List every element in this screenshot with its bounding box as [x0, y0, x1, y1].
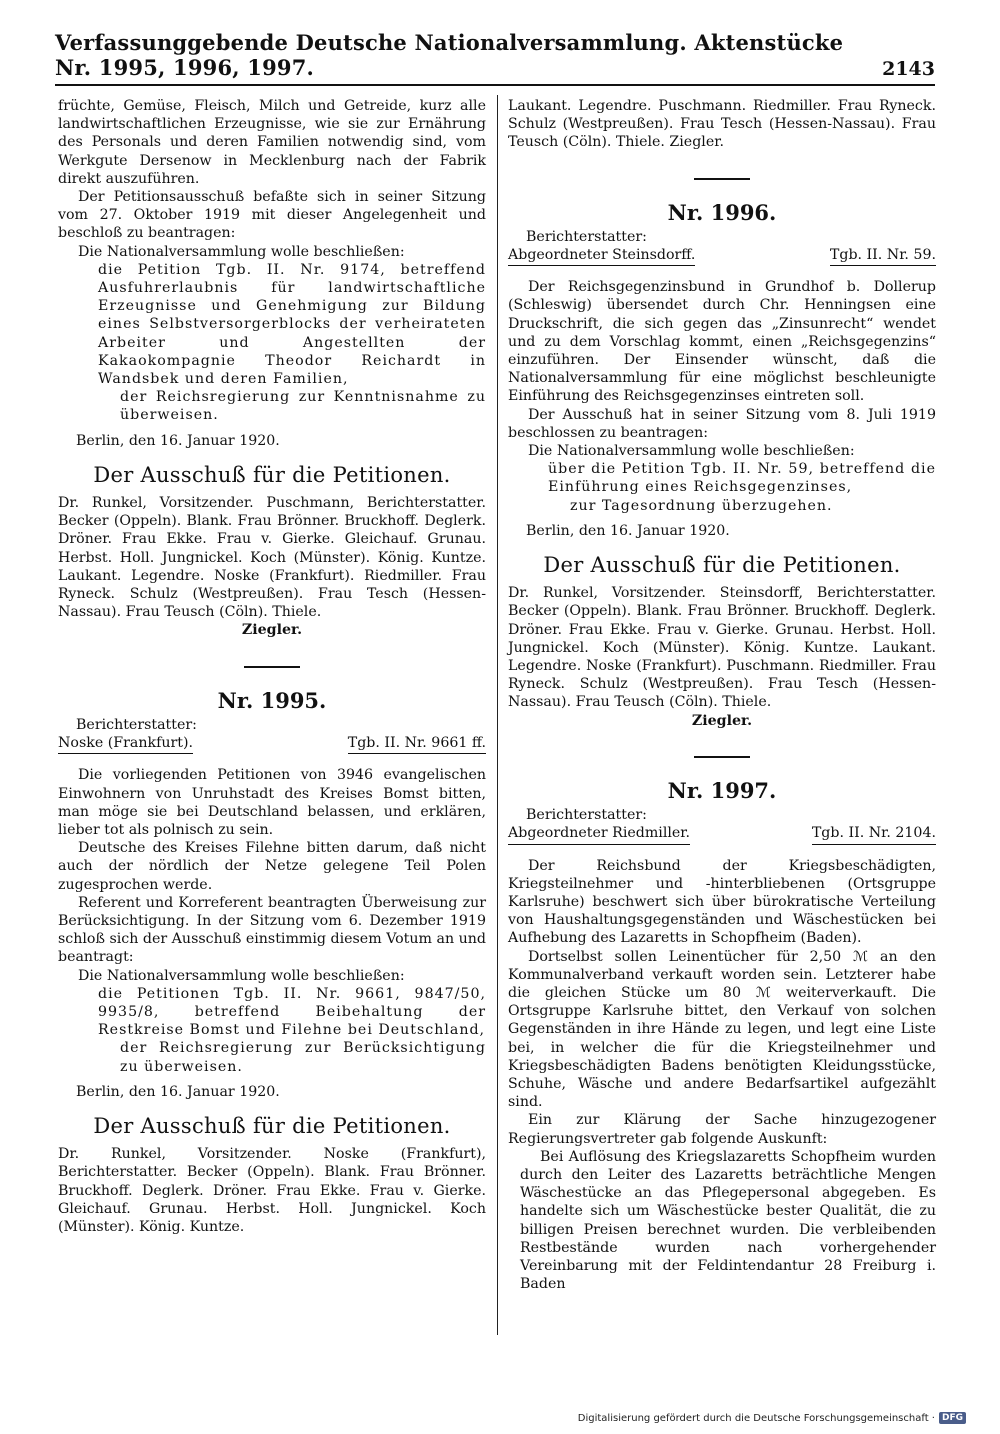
committee-title: Der Ausschuß für die Petitionen.	[543, 553, 901, 578]
paragraph: früchte, Gemüse, Fleisch, Milch und Getreide, kurz alle landwirtschaftlichen Erzeugnisse, wie sie zur Ernährung des Personals und deren Familien notwendig sind, vom Werkgute Dersenow in Mecklenburg nach der Fabrik direkt auszuführen.	[58, 98, 486, 187]
section-title-1995: Nr. 1995.	[217, 687, 327, 713]
section-divider	[694, 756, 750, 758]
resolution-intro: Die Nationalversammlung wolle beschließen:	[78, 967, 405, 984]
reporter-line	[58, 734, 486, 754]
digitization-footer	[578, 1412, 966, 1424]
date-line: Berlin, den 16. Januar 1920.	[526, 522, 730, 539]
decision-end: der Reichsregierung zur Berücksichtigung zu überweisen.	[120, 1040, 486, 1075]
paragraph: Der Petitionsausschuß befaßte sich in seiner Sitzung vom 27. Oktober 1919 mit dieser Angelegenheit und beschloß zu beantragen:	[58, 189, 486, 242]
paragraph: Die vorliegenden Petitionen von 3946 evangelischen Einwohnern von Unruhstadt des Kreises Bomst bitten, man möge sie bei Deutschland belassen, und erklären, lieber tot als polnisch zu sein.	[58, 767, 486, 838]
right-column	[508, 97, 936, 1293]
paragraph: Der Reichsbund der Kriegsbeschädigten, Kriegsteilnehmer und -hinterbliebenen (Ortsgruppe Karlsruhe) beschwert sich über bürokratische Verteilung von Haushaltungsgegenständen und Wäschestücken bei Aufhebung des Lazaretts in Schopfheim (Baden).	[508, 857, 936, 947]
reporter-line	[508, 824, 936, 844]
reporter-name: Abgeordneter Riedmiller.	[508, 824, 690, 844]
journal-reference: Tgb. II. Nr. 9661 ff.	[348, 734, 486, 754]
section-divider	[244, 666, 300, 668]
section-title-1997: Nr. 1997.	[667, 777, 777, 803]
committee-title: Der Ausschuß für die Petitionen.	[93, 462, 451, 487]
reporter-line	[508, 246, 936, 266]
paragraph: Dortselbst sollen Leinentücher für 2,50 ℳ an den Kommunalverband verkauft worden sein. Letzterer habe die gleichen Stücke um 80 ℳ weiterverkauft. Die Ortsgruppe Karlsruhe bittet, den Verkauf von solchen Gegenständen in ihre Hände zu legen, und legt eine Liste bei, in welcher die für die Kriegsteilnehmer und Kriegsbeschädigten Badens benötigten Kleidungsstücke, Schuhe, Wäsche und andere Bedarfsartikel aufgezählt sind.	[508, 948, 936, 1111]
running-header	[55, 30, 935, 86]
committee-members	[508, 584, 936, 730]
resolution-intro: Die Nationalversammlung wolle beschließen:	[78, 243, 405, 260]
members-last: Ziegler.	[241, 622, 303, 639]
committee-members-continued	[508, 97, 936, 152]
decision-text: die Petition Tgb. II. Nr. 9174, betreffend Ausfuhrerlaubnis für landwirtschaftliche Erzeugnisse und Genehmigung zur Bildung eines Selbstversorgerblocks der verheirateten Arbeiter und Angestellten der Kakaokompagnie Theodor Reichardt in Wandsbek und deren Familien,	[98, 261, 486, 388]
paragraph: Ein zur Klärung der Sache hinzugezogener Regierungsvertreter gab folgende Auskunft:	[508, 1112, 936, 1147]
decision-end: zur Tagesordnung überzugehen.	[570, 497, 833, 514]
journal-reference: Tgb. II. Nr. 2104.	[812, 824, 936, 844]
left-column	[58, 97, 486, 1236]
committee-members	[58, 494, 486, 640]
reporter-name: Abgeordneter Steinsdorff.	[508, 246, 695, 266]
column-divider	[497, 95, 498, 1335]
decision-text: die Petitionen Tgb. II. Nr. 9661, 9847/50, 9935/8, betreffend Beibehaltung der Restkreise Bomst und Filehne bei Deutschland,	[98, 985, 486, 1039]
reporter-label: Berichterstatter:	[76, 716, 197, 733]
decision-text: über die Petition Tgb. II. Nr. 59, betreffend die Einführung eines Reichsgegenzinses,	[548, 461, 936, 496]
quoted-paragraph: Bei Auflösung des Kriegslazaretts Schopfheim wurden durch den Leiter des Lazaretts beträchtliche Mengen Wäschestücke an das Pflegepersonal abgegeben. Es handelte sich um Wäschestücke bester Qualität, die zu billigen Preisen berechnet wurden. Die verbleibenden Restbestände wurden nach vorhergehender Vereinbarung mit der Feldintendantur 28 Freiburg i. Baden	[520, 1148, 936, 1293]
running-title: Verfassunggebende Deutsche Nationalversammlung. Aktenstücke Nr. 1995, 1996, 1997.	[55, 30, 844, 80]
committee-title: Der Ausschuß für die Petitionen.	[93, 1113, 451, 1138]
footer-text: Digitalisierung gefördert durch die Deutsche Forschungsgemeinschaft ·	[577, 1412, 935, 1424]
reporter-name: Noske (Frankfurt).	[58, 734, 193, 754]
paragraph: Der Ausschuß hat in seiner Sitzung vom 8. Juli 1919 beschlossen zu beantragen:	[508, 406, 936, 441]
members-list: Dr. Runkel, Vorsitzender. Steinsdorff, Berichterstatter. Becker (Oppeln). Blank. Frau Brönner. Bruckhoff. Deglerk. Dröner. Frau Ekke. Frau v. Gierke. Grunau. Herbst. Holl. Jungnickel. Koch (Münster). König. Kuntze. Laukant. Legendre. Noske (Frankfurt). Puschmann. Riedmiller. Frau Ryneck. Schulz (Westpreußen). Frau Tesch (Hessen-Nassau). Frau Teusch (Cöln). Thiele.	[508, 585, 936, 711]
paragraph: Der Reichsgegenzinsbund in Grundhof b. Dollerup (Schleswig) übersendet durch Chr. Henningsen eine Druckschrift, die sich gegen das „Zinsunrecht“ wendet und zu dem Vorschlag kommt, einen „Reichsgegenzins“ einzuführen. Der Einsender wünscht, daß die Nationalversammlung für eine möglichst beschleunigte Einführung des Reichsgegenzinses eintreten soll.	[508, 279, 936, 405]
date-line: Berlin, den 16. Januar 1920.	[76, 432, 280, 449]
members-list: Dr. Runkel, Vorsitzender. Noske (Frankfurt), Berichterstatter. Becker (Oppeln). Blank. Frau Brönner. Bruckhoff. Deglerk. Dröner. Frau Ekke. Frau v. Gierke. Gleichauf. Grunau. Herbst. Holl. Jungnickel. Koch (Münster). König. Kuntze.	[58, 1146, 486, 1235]
decision-end: der Reichsregierung zur Kenntnisnahme zu überweisen.	[120, 389, 486, 424]
reporter-label: Berichterstatter:	[526, 807, 647, 824]
section-title-1996: Nr. 1996.	[667, 199, 777, 225]
resolution-intro: Die Nationalversammlung wolle beschließen:	[528, 443, 855, 460]
committee-members	[58, 1145, 486, 1236]
paragraph: Referent und Korreferent beantragten Überweisung zur Berücksichtigung. In der Sitzung vom 6. Dezember 1919 schloß sich der Ausschuß einstimmig diesem Votum an und beantragt:	[58, 894, 486, 966]
page-number: 2143	[882, 58, 935, 80]
reporter-label: Berichterstatter:	[526, 228, 647, 245]
section-divider	[694, 178, 750, 180]
journal-reference: Tgb. II. Nr. 59.	[830, 246, 936, 266]
members-last: Ziegler.	[691, 712, 753, 729]
members-list: Dr. Runkel, Vorsitzender. Puschmann, Berichterstatter. Becker (Oppeln). Blank. Frau Brönner. Bruckhoff. Deglerk. Dröner. Frau Ekke. Frau v. Gierke. Gleichauf. Grunau. Herbst. Holl. Jungnickel. Koch (Münster). König. Kuntze. Laukant. Legendre. Noske (Frankfurt). Riedmiller. Frau Ryneck. Schulz (Westpreußen). Frau Tesch (Hessen-Nassau). Frau Teusch (Cöln). Thiele.	[58, 495, 486, 621]
members-list: Laukant. Legendre. Puschmann. Riedmiller. Frau Ryneck. Schulz (Westpreußen). Frau Tesch (Hessen-Nassau). Frau Teusch (Cöln). Thiele. Ziegler.	[508, 98, 936, 151]
paragraph: Deutsche des Kreises Filehne bitten darum, daß nicht auch der nördlich der Netze gelegene Teil Polen zugesprochen werde.	[58, 840, 486, 893]
dfg-logo: DFG	[939, 1412, 966, 1424]
date-line: Berlin, den 16. Januar 1920.	[76, 1083, 280, 1100]
